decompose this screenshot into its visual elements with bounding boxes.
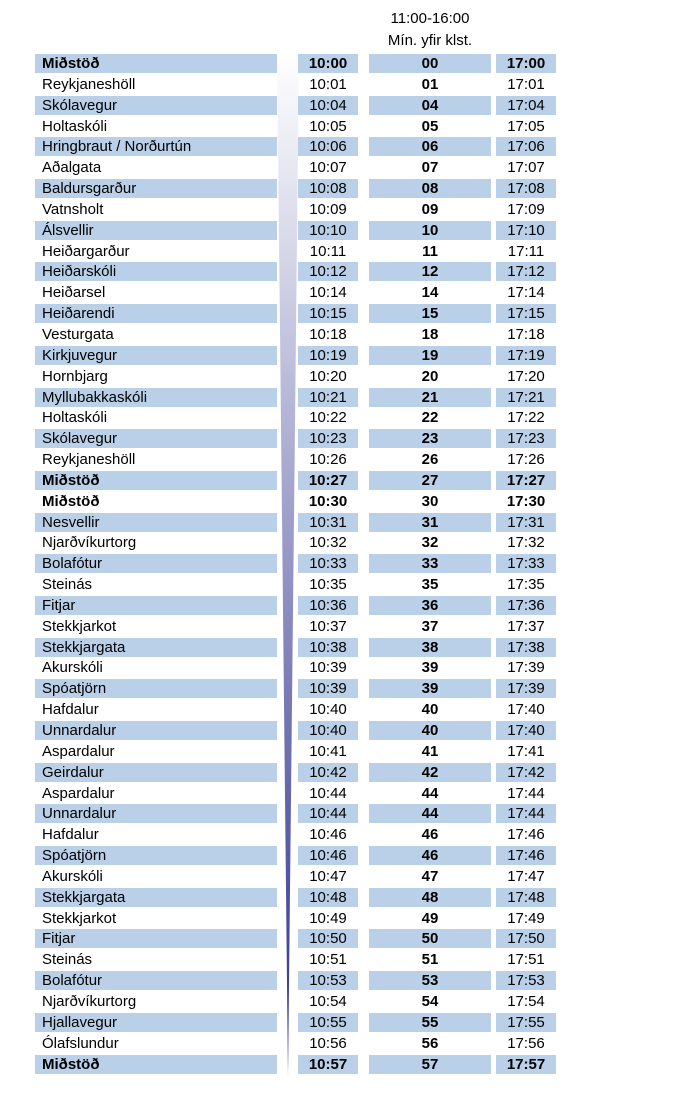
table-row	[0, 699, 689, 720]
departure-time-last: 17:57	[496, 1055, 556, 1074]
departure-time-first: 10:55	[298, 1013, 358, 1032]
minutes-past-hour: 40	[369, 721, 491, 740]
departure-time-last: 17:46	[507, 826, 545, 844]
departure-time-first: 10:50	[298, 929, 358, 948]
stop-name: Steinás	[42, 576, 93, 594]
departure-time-last: 17:40	[496, 721, 556, 740]
stop-name: Álsvellir	[35, 221, 277, 240]
departure-time-last: 17:06	[496, 137, 556, 156]
table-row	[0, 720, 689, 741]
table-row	[0, 303, 689, 324]
departure-time-last: 17:35	[507, 576, 545, 594]
departure-time-last: 17:08	[496, 179, 556, 198]
departure-time-first: 10:46	[298, 846, 358, 865]
table-row	[0, 803, 689, 824]
table-row	[0, 887, 689, 908]
table-row	[0, 157, 689, 178]
stop-name: Hringbraut / Norðurtún	[35, 137, 277, 156]
table-row	[0, 574, 689, 595]
departure-time-first: 10:09	[309, 200, 347, 218]
departure-time-last: 17:48	[496, 888, 556, 907]
table-row	[0, 512, 689, 533]
departure-time-last: 17:21	[496, 388, 556, 407]
departure-time-last: 17:49	[507, 909, 545, 927]
stop-name: Stekkjarkot	[42, 909, 117, 927]
minutes-past-hour: 50	[369, 929, 491, 948]
stop-name: Stekkjargata	[35, 638, 277, 657]
stop-name: Miðstöð	[35, 1055, 277, 1074]
table-row	[0, 324, 689, 345]
departure-time-first: 10:06	[298, 137, 358, 156]
stop-name: Heiðarskóli	[35, 262, 277, 281]
minutes-header: Mín. yfir klst.	[387, 32, 473, 49]
departure-time-last: 17:53	[496, 971, 556, 990]
minutes-past-hour: 47	[421, 867, 439, 885]
stop-name: Holtaskóli	[42, 117, 108, 135]
departure-time-last: 17:55	[496, 1013, 556, 1032]
stop-name: Stekkjargata	[35, 888, 277, 907]
departure-time-last: 17:44	[496, 804, 556, 823]
minutes-past-hour: 26	[421, 451, 439, 469]
departure-time-last: 17:26	[507, 451, 545, 469]
timetable	[0, 53, 689, 1074]
table-row	[0, 866, 689, 887]
departure-time-last: 17:12	[496, 262, 556, 281]
stop-name: Unnardalur	[35, 721, 277, 740]
departure-time-last: 17:04	[496, 96, 556, 115]
departure-time-first: 10:04	[298, 96, 358, 115]
minutes-past-hour: 44	[369, 804, 491, 823]
departure-time-first: 10:37	[309, 617, 347, 635]
departure-time-first: 10:01	[309, 75, 347, 93]
minutes-past-hour: 19	[369, 346, 491, 365]
minutes-past-hour: 33	[369, 554, 491, 573]
minutes-past-hour: 11	[422, 242, 438, 260]
stop-name: Nesvellir	[35, 513, 277, 532]
table-row	[0, 53, 689, 74]
minutes-past-hour: 05	[421, 117, 439, 135]
minutes-past-hour: 37	[421, 617, 439, 635]
departure-time-first: 10:42	[298, 763, 358, 782]
departure-time-last: 17:33	[496, 554, 556, 573]
table-row	[0, 553, 689, 574]
departure-time-last: 17:50	[496, 929, 556, 948]
table-row	[0, 95, 689, 116]
stop-name: Aspardalur	[42, 742, 115, 760]
table-row	[0, 824, 689, 845]
minutes-past-hour: 40	[421, 701, 439, 719]
table-row	[0, 199, 689, 220]
stop-name: Njarðvíkurtorg	[42, 992, 137, 1010]
departure-time-last: 17:36	[496, 596, 556, 615]
table-row	[0, 178, 689, 199]
departure-time-last: 17:00	[496, 54, 556, 73]
departure-time-first: 10:41	[309, 742, 347, 760]
minutes-past-hour: 51	[421, 951, 439, 969]
stop-name: Myllubakkaskóli	[35, 388, 277, 407]
minutes-past-hour: 04	[369, 96, 491, 115]
minutes-past-hour: 46	[421, 826, 439, 844]
table-row	[0, 928, 689, 949]
stop-name: Fitjar	[35, 596, 277, 615]
stop-name: Kirkjuvegur	[35, 346, 277, 365]
departure-time-last: 17:39	[496, 679, 556, 698]
departure-time-last: 17:42	[496, 763, 556, 782]
table-row	[0, 678, 689, 699]
table-row	[0, 762, 689, 783]
departure-time-last: 17:39	[507, 659, 545, 677]
departure-time-first: 10:46	[309, 826, 347, 844]
table-row	[0, 1054, 689, 1075]
departure-time-last: 17:22	[507, 409, 545, 427]
departure-time-last: 17:11	[507, 242, 545, 260]
stop-name: Hafdalur	[42, 701, 99, 719]
stop-name: Akurskóli	[42, 867, 103, 885]
departure-time-first: 10:39	[298, 679, 358, 698]
table-row	[0, 595, 689, 616]
departure-time-last: 17:05	[507, 117, 545, 135]
departure-time-last: 17:40	[507, 701, 545, 719]
table-row	[0, 908, 689, 929]
departure-time-first: 10:33	[298, 554, 358, 573]
departure-time-last: 17:51	[507, 951, 545, 969]
stop-name: Geirdalur	[35, 763, 277, 782]
table-row	[0, 949, 689, 970]
minutes-past-hour: 06	[369, 137, 491, 156]
departure-time-last: 17:56	[507, 1034, 545, 1052]
table-row	[0, 845, 689, 866]
departure-time-first: 10:44	[298, 804, 358, 823]
departure-time-first: 10:39	[309, 659, 347, 677]
table-row	[0, 1012, 689, 1033]
table-row	[0, 991, 689, 1012]
stop-name: Fitjar	[35, 929, 277, 948]
minutes-past-hour: 48	[369, 888, 491, 907]
departure-time-first: 10:36	[298, 596, 358, 615]
minutes-past-hour: 32	[421, 534, 439, 552]
stop-name: Spóatjörn	[35, 679, 277, 698]
table-row	[0, 616, 689, 637]
table-row	[0, 470, 689, 491]
departure-time-first: 10:27	[298, 471, 358, 490]
departure-time-first: 10:38	[298, 638, 358, 657]
table-row	[0, 345, 689, 366]
departure-time-first: 10:31	[298, 513, 358, 532]
departure-time-first: 10:48	[298, 888, 358, 907]
minutes-past-hour: 10	[369, 221, 491, 240]
minutes-past-hour: 14	[421, 284, 439, 302]
table-row	[0, 366, 689, 387]
minutes-past-hour: 27	[369, 471, 491, 490]
minutes-past-hour: 44	[421, 784, 439, 802]
minutes-past-hour: 35	[421, 576, 439, 594]
stop-name: Aðalgata	[42, 159, 102, 177]
departure-time-first: 10:54	[309, 992, 347, 1010]
departure-time-last: 17:23	[496, 429, 556, 448]
minutes-past-hour: 36	[369, 596, 491, 615]
departure-time-first: 10:20	[309, 367, 347, 385]
stop-name: Njarðvíkurtorg	[42, 534, 137, 552]
stop-name: Ólafslundur	[42, 1034, 119, 1052]
departure-time-first: 10:22	[309, 409, 347, 427]
stop-name: Aspardalur	[42, 784, 115, 802]
departure-time-last: 17:01	[507, 75, 545, 93]
departure-time-first: 10:49	[309, 909, 347, 927]
table-row	[0, 428, 689, 449]
minutes-past-hour: 00	[369, 54, 491, 73]
departure-time-last: 17:09	[507, 200, 545, 218]
stop-name: Skólavegur	[35, 429, 277, 448]
minutes-past-hour: 39	[369, 679, 491, 698]
departure-time-first: 10:07	[309, 159, 347, 177]
departure-time-last: 17:41	[507, 742, 545, 760]
stop-name: Heiðarsel	[42, 284, 106, 302]
table-row	[0, 657, 689, 678]
minutes-past-hour: 21	[369, 388, 491, 407]
departure-time-first: 10:00	[298, 54, 358, 73]
departure-time-first: 10:23	[298, 429, 358, 448]
departure-time-first: 10:40	[298, 721, 358, 740]
minutes-past-hour: 23	[369, 429, 491, 448]
stop-name: Hornbjarg	[42, 367, 108, 385]
departure-time-last: 17:27	[496, 471, 556, 490]
table-row	[0, 970, 689, 991]
hours-header: 11:00-16:00	[390, 10, 470, 27]
departure-time-first: 10:12	[298, 262, 358, 281]
stop-name: Heiðarendi	[35, 304, 277, 323]
minutes-past-hour: 56	[421, 1034, 439, 1052]
table-row	[0, 407, 689, 428]
stop-name: Miðstöð	[35, 54, 277, 73]
departure-time-last: 17:32	[507, 534, 545, 552]
table-row	[0, 261, 689, 282]
departure-time-last: 17:20	[507, 367, 545, 385]
departure-time-last: 17:31	[496, 513, 556, 532]
minutes-past-hour: 54	[421, 992, 439, 1010]
departure-time-first: 10:53	[298, 971, 358, 990]
stop-name: Miðstöð	[42, 492, 100, 510]
departure-time-first: 10:14	[309, 284, 347, 302]
stop-name: Hjallavegur	[35, 1013, 277, 1032]
departure-time-last: 17:19	[496, 346, 556, 365]
minutes-past-hour: 09	[421, 200, 439, 218]
minutes-past-hour: 38	[369, 638, 491, 657]
minutes-past-hour: 55	[369, 1013, 491, 1032]
table-row	[0, 241, 689, 262]
stop-name: Miðstöð	[35, 471, 277, 490]
departure-time-first: 10:26	[309, 451, 347, 469]
minutes-past-hour: 31	[369, 513, 491, 532]
minutes-past-hour: 20	[421, 367, 439, 385]
stop-name: Holtaskóli	[42, 409, 108, 427]
departure-time-first: 10:56	[309, 1034, 347, 1052]
departure-time-first: 10:32	[309, 534, 347, 552]
minutes-past-hour: 57	[369, 1055, 491, 1074]
stop-name: Spóatjörn	[35, 846, 277, 865]
stop-name: Steinás	[42, 951, 93, 969]
stop-name: Baldursgarður	[35, 179, 277, 198]
departure-time-last: 17:07	[507, 159, 545, 177]
stop-name: Reykjaneshöll	[42, 451, 136, 469]
stop-name: Bolafótur	[35, 971, 277, 990]
table-row	[0, 282, 689, 303]
departure-time-first: 10:11	[309, 242, 347, 260]
minutes-past-hour: 15	[369, 304, 491, 323]
departure-time-first: 10:08	[298, 179, 358, 198]
table-row	[0, 387, 689, 408]
minutes-past-hour: 12	[369, 262, 491, 281]
minutes-past-hour: 18	[421, 325, 439, 343]
table-row	[0, 532, 689, 553]
departure-time-first: 10:57	[298, 1055, 358, 1074]
departure-time-last: 17:37	[507, 617, 545, 635]
minutes-past-hour: 07	[421, 159, 439, 177]
stop-name: Unnardalur	[35, 804, 277, 823]
departure-time-last: 17:46	[496, 846, 556, 865]
table-row	[0, 220, 689, 241]
departure-time-last: 17:15	[496, 304, 556, 323]
departure-time-first: 10:30	[308, 492, 348, 510]
departure-time-last: 17:44	[507, 784, 545, 802]
departure-time-last: 17:38	[496, 638, 556, 657]
table-row	[0, 449, 689, 470]
stop-name: Vesturgata	[42, 325, 114, 343]
minutes-past-hour: 39	[421, 659, 439, 677]
table-row	[0, 783, 689, 804]
departure-time-first: 10:44	[309, 784, 347, 802]
table-row	[0, 116, 689, 137]
stop-name: Akurskóli	[42, 659, 103, 677]
departure-time-first: 10:18	[309, 325, 347, 343]
table-row	[0, 136, 689, 157]
minutes-past-hour: 53	[369, 971, 491, 990]
table-row	[0, 491, 689, 512]
departure-time-first: 10:05	[309, 117, 347, 135]
departure-time-last: 17:14	[507, 284, 545, 302]
departure-time-first: 10:19	[298, 346, 358, 365]
departure-time-first: 10:47	[309, 867, 347, 885]
minutes-past-hour: 22	[421, 409, 439, 427]
departure-time-first: 10:21	[298, 388, 358, 407]
stop-name: Skólavegur	[35, 96, 277, 115]
minutes-past-hour: 42	[369, 763, 491, 782]
stop-name: Stekkjarkot	[42, 617, 117, 635]
minutes-past-hour: 49	[421, 909, 439, 927]
stop-name: Vatnsholt	[42, 200, 104, 218]
stop-name: Bolafótur	[35, 554, 277, 573]
stop-name: Reykjaneshöll	[42, 75, 136, 93]
stop-name: Heiðargarður	[42, 242, 130, 260]
departure-time-last: 17:18	[507, 325, 545, 343]
table-row	[0, 74, 689, 95]
table-row	[0, 741, 689, 762]
departure-time-first: 10:51	[309, 951, 347, 969]
stop-name: Hafdalur	[42, 826, 99, 844]
departure-time-last: 17:10	[496, 221, 556, 240]
departure-time-last: 17:47	[507, 867, 545, 885]
departure-time-last: 17:54	[507, 992, 545, 1010]
minutes-past-hour: 41	[421, 742, 439, 760]
departure-time-first: 10:10	[298, 221, 358, 240]
departure-time-first: 10:15	[298, 304, 358, 323]
table-row	[0, 637, 689, 658]
minutes-past-hour: 01	[421, 75, 439, 93]
departure-time-first: 10:40	[309, 701, 347, 719]
minutes-past-hour: 08	[369, 179, 491, 198]
departure-time-last: 17:30	[506, 492, 546, 510]
departure-time-first: 10:35	[309, 576, 347, 594]
table-row	[0, 1033, 689, 1054]
minutes-past-hour: 46	[369, 846, 491, 865]
minutes-past-hour: 30	[421, 492, 439, 510]
